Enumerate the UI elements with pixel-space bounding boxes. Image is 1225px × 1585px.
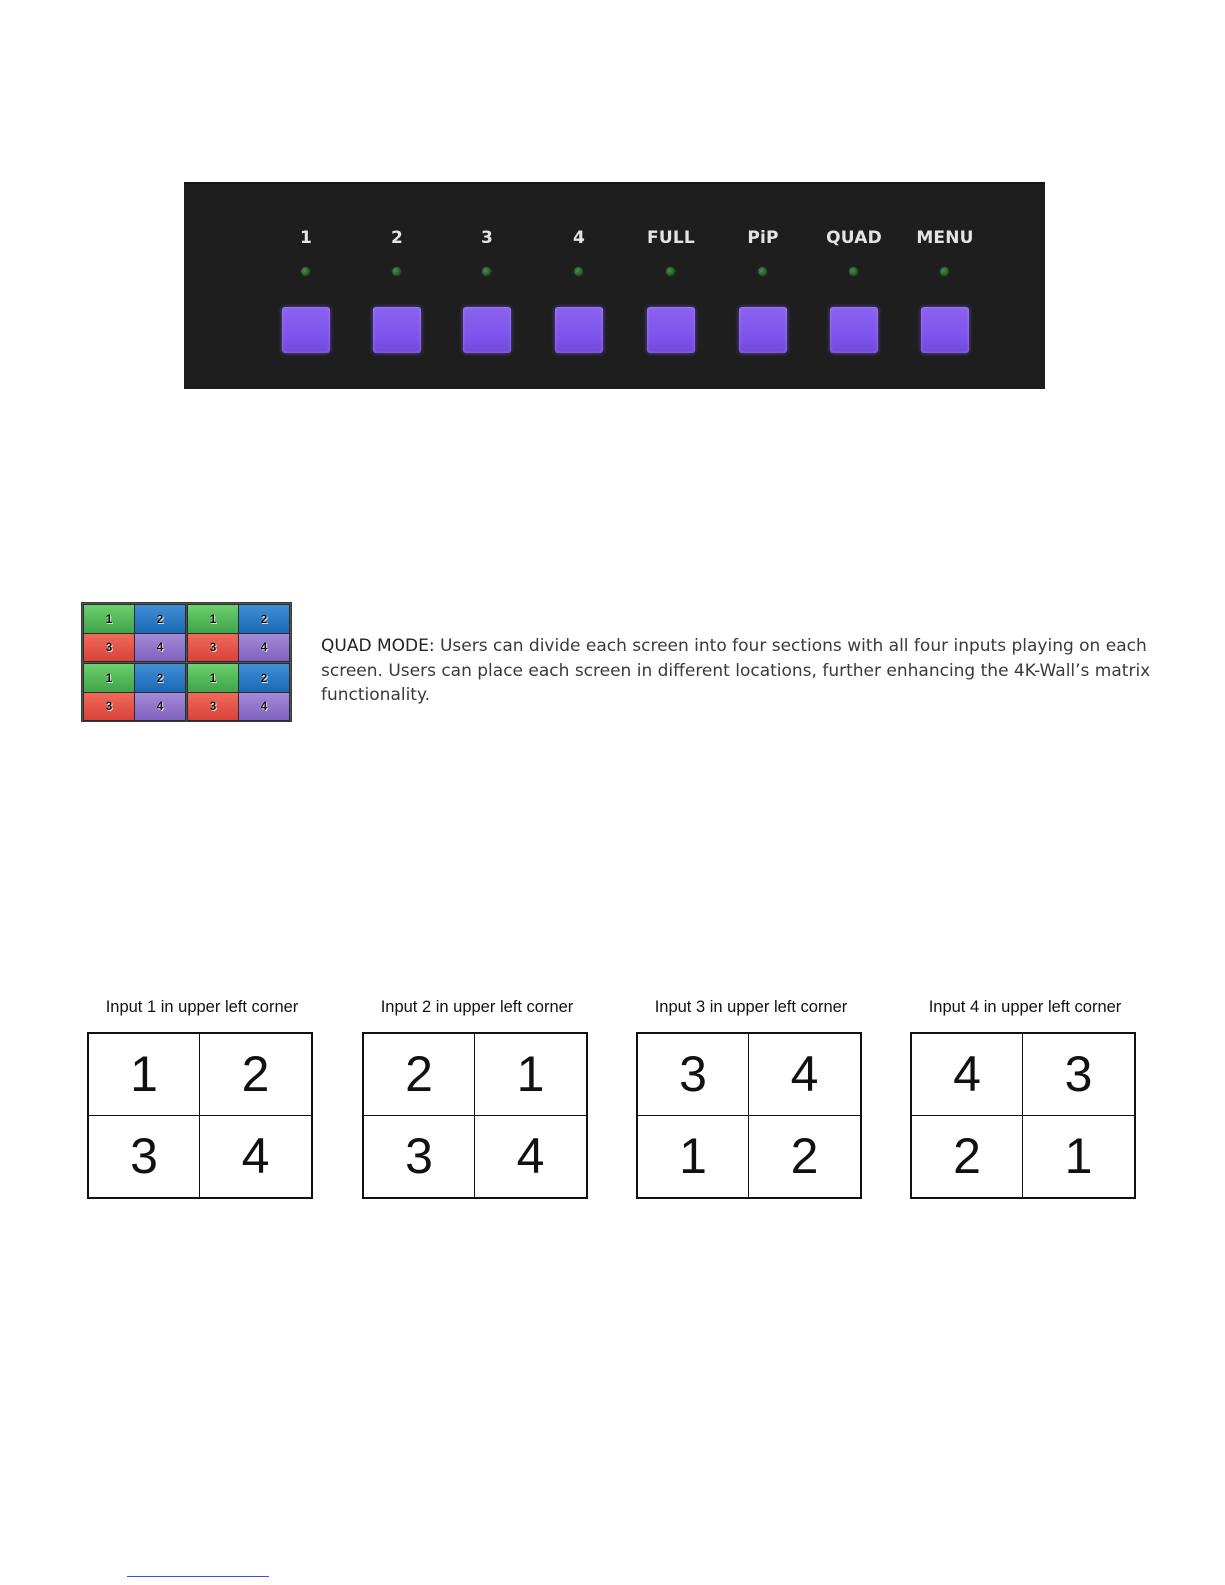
grid-cell: 1 [89,1034,200,1116]
quad-mode-description [321,634,1151,708]
quad-cell: 1 [188,605,238,633]
quad-grid [636,1032,862,1199]
status-led [758,267,767,276]
status-led [482,267,491,276]
grid-cell: 2 [912,1116,1023,1198]
diagram-caption: Input 2 in upper left corner [380,998,574,1016]
grid-cell: 2 [200,1034,311,1116]
quad-cell: 3 [188,693,238,721]
diagram-caption: Input 1 in upper left corner [105,998,299,1016]
grid-cell: 1 [475,1034,586,1116]
quad-mode-body: Users can divide each screen into four sections with all four inputs playing on each screen. Users can place each screen in different locations, further enhancing the 4K-Wall’s matrix functionality. [321,636,1151,705]
quad-screen [83,663,186,721]
button-label: PiP [747,228,779,248]
button-label: 1 [299,228,313,248]
quad-cell: 1 [84,664,134,692]
quad-grid [362,1032,588,1199]
quad-cell: 1 [188,664,238,692]
quad-cell: 2 [135,664,185,692]
quad-cell: 2 [239,605,289,633]
quad-cell: 1 [84,605,134,633]
pip-button[interactable] [739,307,787,353]
footnote-separator [127,1576,269,1577]
grid-cell: 3 [1023,1034,1134,1116]
status-led [301,267,310,276]
button-label: FULL [647,228,695,248]
quad-screen [83,604,186,662]
status-led [940,267,949,276]
grid-cell: 2 [364,1034,475,1116]
grid-cell: 3 [364,1116,475,1198]
quad-cell: 4 [135,693,185,721]
status-led [849,267,858,276]
quad-screen [187,663,290,721]
button-label: QUAD [826,228,882,248]
quad-cell: 2 [135,605,185,633]
status-led [392,267,401,276]
quad-button[interactable] [830,307,878,353]
quad-mode-icon [81,602,292,722]
button-label: MENU [916,228,974,248]
full-button[interactable] [647,307,695,353]
status-led [666,267,675,276]
quad-cell: 4 [135,634,185,662]
button-label: 4 [572,228,586,248]
grid-cell: 1 [638,1116,749,1198]
quad-cell: 2 [239,664,289,692]
grid-cell: 2 [790,1128,819,1185]
grid-cell: 4 [749,1034,860,1116]
menu-button[interactable] [921,307,969,353]
button-label: 2 [390,228,404,248]
quad-mode-heading: QUAD MODE: [321,636,435,656]
quad-cell: 3 [84,693,134,721]
grid-cell: 4 [516,1128,545,1185]
grid-cell: 3 [638,1034,749,1116]
input-2-button[interactable] [373,307,421,353]
grid-cell: 3 [89,1116,200,1198]
grid-cell: 4 [912,1034,1023,1116]
quad-cell: 3 [188,634,238,662]
quad-cell: 4 [239,634,289,662]
quad-grid [87,1032,313,1199]
diagram-caption: Input 4 in upper left corner [928,998,1122,1016]
input-1-button[interactable] [282,307,330,353]
quad-cell: 4 [239,693,289,721]
status-led [574,267,583,276]
quad-grid [910,1032,1136,1199]
quad-screen [187,604,290,662]
input-3-button[interactable] [463,307,511,353]
grid-cell: 4 [241,1128,270,1185]
input-4-button[interactable] [555,307,603,353]
quad-cell: 3 [84,634,134,662]
button-label: 3 [480,228,494,248]
front-panel [184,182,1045,389]
diagram-caption: Input 3 in upper left corner [654,998,848,1016]
grid-cell: 1 [1064,1128,1093,1185]
